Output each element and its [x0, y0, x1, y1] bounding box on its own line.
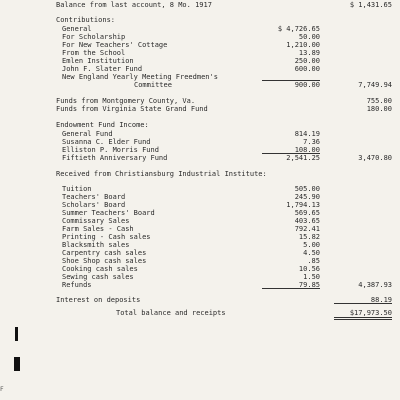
endowment-heading: Endowment Fund Income: [56, 121, 149, 129]
fund-row: Funds from Virginia State Grand Fund 180.00 [56, 105, 392, 113]
underline [262, 288, 320, 289]
contribution-row: For Scholarship 50.00 [62, 33, 320, 41]
institute-row: Commissary Sales 403.65 [62, 217, 320, 225]
institute-row: Shoe Shop cash sales .85 [62, 257, 320, 265]
contribution-row: John F. Slater Fund 600.00 [62, 65, 320, 73]
contribution-row: Committee 900.00 7,749.94 [134, 81, 392, 89]
institute-row: Cooking cash sales 10.56 [62, 265, 320, 273]
scan-mark [14, 357, 20, 371]
balance-amount: $ 1,431.65 [349, 1, 392, 9]
grand-total-row: Total balance and receipts $17,973.50 [116, 309, 392, 317]
institute-row: Sewing cash sales 1.50 [62, 273, 320, 281]
institute-row: Carpentry cash sales 4.50 [62, 249, 320, 257]
endowment-row: Elliston P. Morris Fund 108.00 [62, 146, 320, 154]
double-underline [334, 319, 392, 320]
endowment-row: General Fund 814.19 [62, 130, 320, 138]
institute-row: Scholars' Board 1,794.13 [62, 201, 320, 209]
underline [334, 303, 392, 304]
interest-row: Interest on deposits 88.19 [56, 296, 392, 304]
double-underline [334, 317, 392, 318]
institute-heading: Received from Christiansburg Industrial Institute: [56, 170, 267, 178]
underline [262, 80, 320, 81]
contribution-row: General $ 4,726.65 [62, 25, 320, 33]
institute-row: Refunds 79.85 4,387.93 [62, 281, 392, 289]
contributions-heading: Contributions: [56, 16, 116, 24]
endowment-row: Fiftieth Anniversary Fund 2,541.25 3,470.80 [62, 154, 392, 162]
contribution-row: New England Yearly Meeting Freedmen's [62, 73, 218, 81]
fund-row: Funds from Montgomery County, Va. 755.00 [56, 97, 392, 105]
institute-row: Farm Sales - Cash 792.41 [62, 225, 320, 233]
contribution-row: For New Teachers' Cottage 1,210.00 [62, 41, 320, 49]
contribution-row: From the School 13.89 [62, 49, 320, 57]
contributions-total: 7,749.94 [358, 81, 392, 89]
endowment-total: 3,470.80 [358, 154, 392, 162]
institute-row: Teachers' Board 245.90 [62, 193, 320, 201]
institute-row: Printing - Cash sales 15.82 [62, 233, 320, 241]
side-margin-text: F [0, 386, 4, 393]
underline [262, 153, 320, 154]
institute-total: 4,387.93 [358, 281, 392, 289]
institute-row: Tuition 505.00 [62, 185, 320, 193]
scan-mark [15, 327, 18, 341]
balance-label: Balance from last account, 8 Mo. 1917 [56, 1, 212, 9]
institute-row: Summer Teachers' Board 569.65 [62, 209, 320, 217]
institute-row: Blacksmith sales 5.00 [62, 241, 320, 249]
endowment-row: Susanna C. Elder Fund 7.36 [62, 138, 320, 146]
balance-row [0, 1, 400, 10]
contribution-row: Emlen Institution 250.00 [62, 57, 320, 65]
